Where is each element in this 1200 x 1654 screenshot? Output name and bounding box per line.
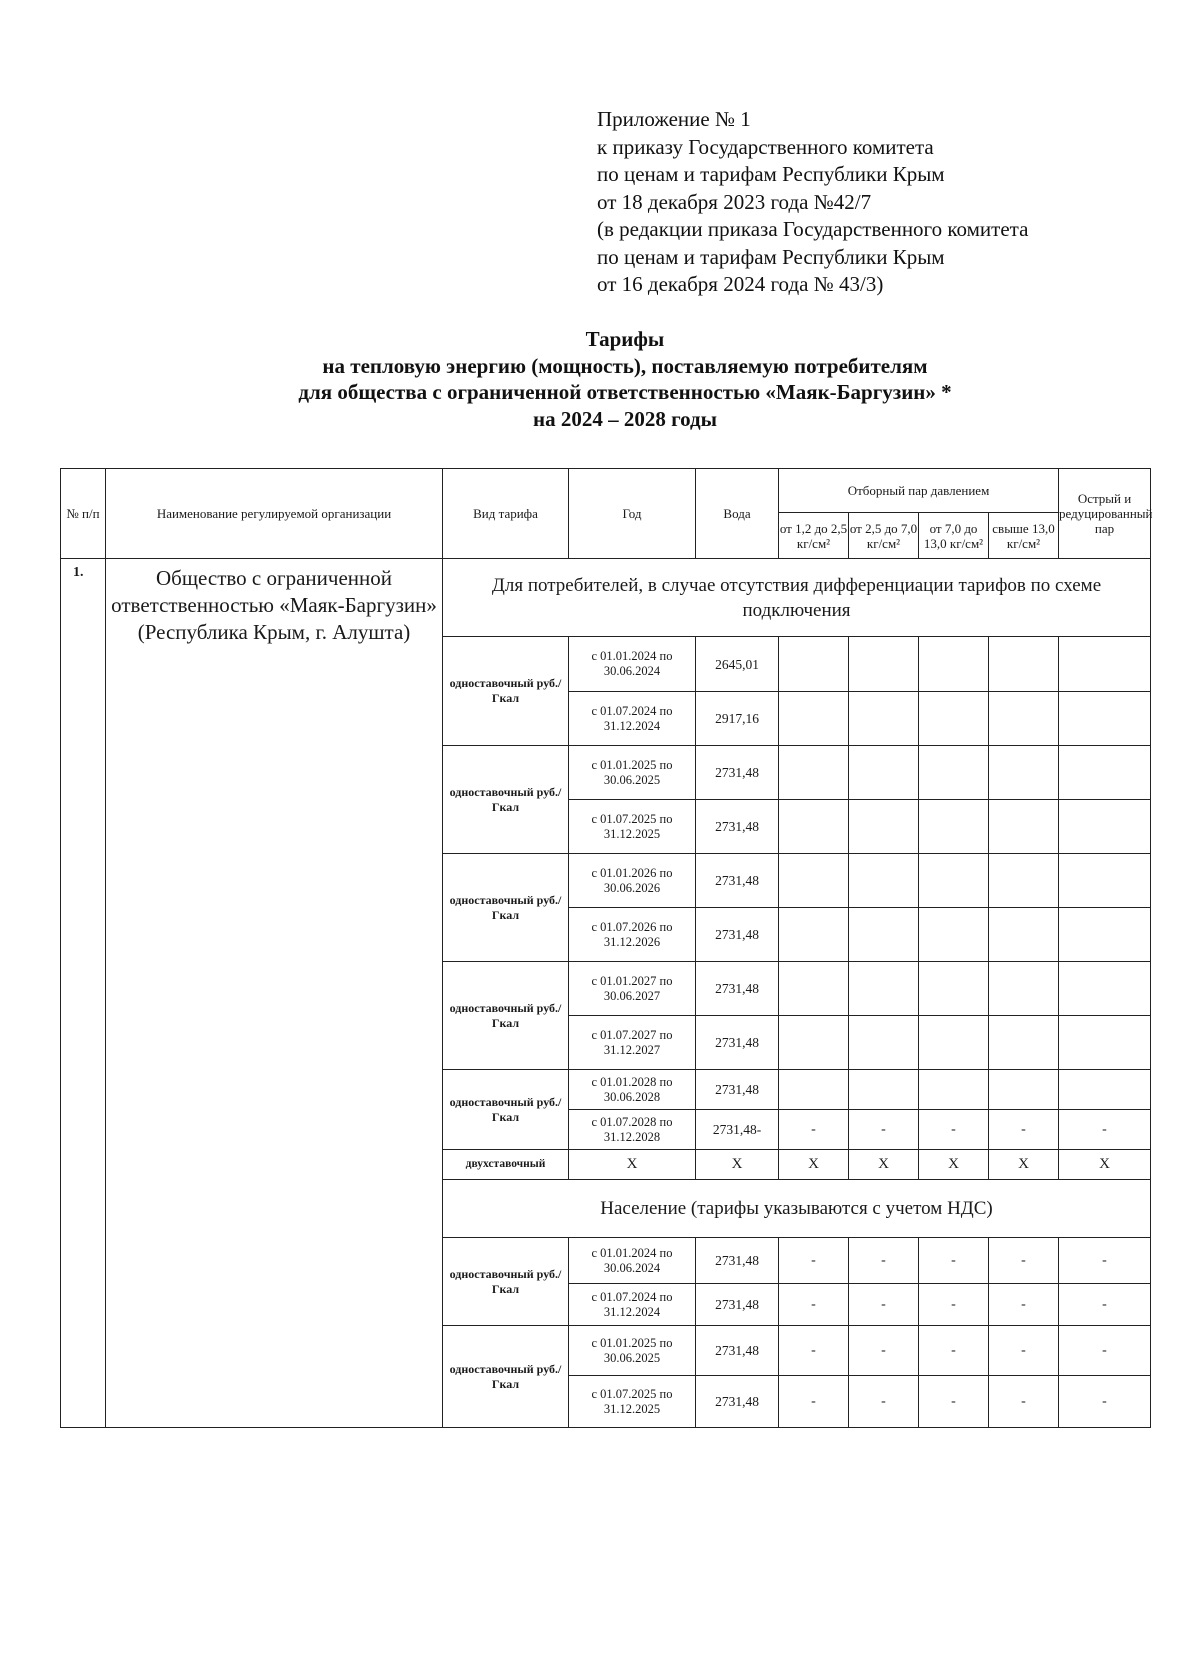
tariff-period: с 01.01.2025 по 30.06.2025 [569, 1326, 696, 1376]
appendix-line: от 16 декабря 2024 года № 43/3) [597, 272, 884, 296]
tariff-steam-value [989, 746, 1059, 800]
tariff-type: одноставочный руб./Гкал [443, 1238, 569, 1326]
tariff-type: одноставочный руб./Гкал [443, 637, 569, 746]
tariff-steam-value: - [919, 1238, 989, 1284]
tariff-steam-value [989, 1016, 1059, 1070]
tariff-steam-value: - [919, 1284, 989, 1326]
tariff-steam-value [1059, 637, 1151, 692]
tariff-steam-value: - [989, 1376, 1059, 1428]
tariff-steam-value: - [1059, 1238, 1151, 1284]
tariff-water-value: 2731,48 [696, 1070, 779, 1110]
tariff-steam-value [989, 962, 1059, 1016]
header-sharp-steam: Острый и редуцированный пар [1059, 469, 1151, 559]
title-line: Тарифы [585, 327, 665, 351]
tariff-steam-value [989, 800, 1059, 854]
tariff-steam-value [779, 637, 849, 692]
header-steam-col: свыше 13,0 кг/см² [989, 513, 1059, 559]
tariff-period: с 01.07.2024 по 31.12.2024 [569, 692, 696, 746]
tariff-steam-value: - [989, 1110, 1059, 1150]
tariff-steam-value: - [849, 1326, 919, 1376]
tariff-steam-value [849, 746, 919, 800]
tariff-water-value: 2731,48 [696, 962, 779, 1016]
tariff-steam-value: - [1059, 1284, 1151, 1326]
appendix-line: по ценам и тарифам Республики Крым [597, 244, 945, 269]
tariff-steam-value [779, 908, 849, 962]
tariff-type: одноставочный руб./Гкал [443, 962, 569, 1070]
header-steam-group: Отборный пар давлением [779, 469, 1059, 513]
tariff-steam-value [1059, 692, 1151, 746]
tariff-water-value: 2917,16 [696, 692, 779, 746]
not-applicable-mark: X [779, 1150, 849, 1180]
tariff-water-value: 2645,01 [696, 637, 779, 692]
header-num: № п/п [61, 469, 106, 559]
tariff-steam-value [849, 1016, 919, 1070]
tariff-steam-value [779, 1070, 849, 1110]
tariff-steam-value: - [779, 1238, 849, 1284]
tariff-period: с 01.01.2026 по 30.06.2026 [569, 854, 696, 908]
tariff-steam-value [1059, 800, 1151, 854]
tariff-steam-value [779, 962, 849, 1016]
tariff-steam-value [919, 962, 989, 1016]
tariff-steam-value [989, 908, 1059, 962]
tariff-steam-value: - [779, 1326, 849, 1376]
appendix-line: по ценам и тарифам Республики Крым [597, 162, 945, 186]
not-applicable-mark: X [1059, 1150, 1151, 1180]
tariff-period: с 01.07.2027 по 31.12.2027 [569, 1016, 696, 1070]
appendix-line: Приложение № 1 [597, 107, 751, 131]
section-title-row [61, 559, 1151, 637]
tariff-type: двухставочный [443, 1150, 569, 1180]
tariff-period: с 01.01.2025 по 30.06.2025 [569, 746, 696, 800]
tariff-steam-value [919, 692, 989, 746]
tariff-steam-value [779, 800, 849, 854]
tariff-steam-value: - [779, 1284, 849, 1326]
tariff-steam-value: - [849, 1376, 919, 1428]
tariff-steam-value [919, 1016, 989, 1070]
tariff-steam-value [1059, 908, 1151, 962]
tariff-steam-value [919, 1070, 989, 1110]
appendix-line: к приказу Государственного комитета [597, 134, 934, 159]
tariff-period: с 01.07.2025 по 31.12.2025 [569, 800, 696, 854]
tariff-steam-value [1059, 962, 1151, 1016]
tariff-steam-value [919, 637, 989, 692]
header-org: Наименование регулируемой организации [106, 469, 443, 559]
tariff-steam-value: - [919, 1376, 989, 1428]
tariff-steam-value: - [989, 1238, 1059, 1284]
tariff-steam-value [919, 800, 989, 854]
section-title: Для потребителей, в случае отсутствия дифференциации тарифов по схеме подключения [443, 559, 1151, 637]
header-steam-col: от 1,2 до 2,5 кг/см² [779, 513, 849, 559]
tariff-steam-value: - [989, 1326, 1059, 1376]
tariff-steam-value [1059, 746, 1151, 800]
tariff-steam-value [1059, 854, 1151, 908]
appendix-line: от 18 декабря 2023 года №42/7 [597, 189, 872, 214]
tariff-water-value: 2731,48 [696, 1016, 779, 1070]
appendix-header [597, 106, 1028, 299]
header-row [61, 469, 1151, 513]
tariff-steam-value: - [919, 1326, 989, 1376]
tariff-water-value: 2731,48 [696, 854, 779, 908]
tariff-water-value: 2731,48 [696, 1238, 779, 1284]
tariff-steam-value [779, 692, 849, 746]
tariff-period: с 01.01.2024 по 30.06.2024 [569, 1238, 696, 1284]
not-applicable-mark: X [989, 1150, 1059, 1180]
header-year: Год [569, 469, 696, 559]
header-steam-col: от 2,5 до 7,0 кг/см² [849, 513, 919, 559]
tariff-steam-value [919, 854, 989, 908]
tariff-steam-value [849, 854, 919, 908]
not-applicable-mark: X [696, 1150, 779, 1180]
tariff-type: одноставочный руб./Гкал [443, 1326, 569, 1428]
tariff-steam-value [989, 637, 1059, 692]
tariff-steam-value: - [1059, 1326, 1151, 1376]
tariff-steam-value [1059, 1070, 1151, 1110]
tariff-steam-value [989, 692, 1059, 746]
tariff-steam-value: - [919, 1110, 989, 1150]
tariff-steam-value [919, 746, 989, 800]
tariff-steam-value [849, 908, 919, 962]
appendix-line: (в редакции приказа Государственного комитета [597, 217, 1029, 241]
tariff-steam-value: - [779, 1376, 849, 1428]
tariff-type: одноставочный руб./Гкал [443, 746, 569, 854]
title-line: на тепловую энергию (мощность), поставляемую потребителям [322, 353, 928, 378]
tariff-period: с 01.07.2026 по 31.12.2026 [569, 908, 696, 962]
tariffs-table [60, 468, 1151, 1428]
tariff-water-value: 2731,48 [696, 746, 779, 800]
tariff-steam-value [779, 746, 849, 800]
row-number: 1. [61, 559, 106, 1428]
tariff-water-value: 2731,48 [696, 1326, 779, 1376]
tariff-steam-value [849, 692, 919, 746]
tariff-type: одноставочный руб./Гкал [443, 1070, 569, 1150]
tariff-steam-value: - [1059, 1110, 1151, 1150]
header-tariff-type: Вид тарифа [443, 469, 569, 559]
tariff-period: с 01.01.2028 по 30.06.2028 [569, 1070, 696, 1110]
tariff-water-value: 2731,48 [696, 908, 779, 962]
tariff-water-value: 2731,48 [696, 1284, 779, 1326]
tariff-steam-value: - [989, 1284, 1059, 1326]
tariff-water-value: 2731,48 [696, 800, 779, 854]
tariff-steam-value: - [849, 1110, 919, 1150]
tariff-type: одноставочный руб./Гкал [443, 854, 569, 962]
tariff-water-value: 2731,48- [696, 1110, 779, 1150]
tariff-steam-value [779, 1016, 849, 1070]
document-title [0, 326, 1200, 432]
tariff-steam-value [919, 908, 989, 962]
section-title: Население (тарифы указываются с учетом НДС) [443, 1180, 1151, 1238]
tariff-steam-value: - [1059, 1376, 1151, 1428]
tariff-steam-value [1059, 1016, 1151, 1070]
tariff-steam-value [849, 1070, 919, 1110]
not-applicable-mark: X [569, 1150, 696, 1180]
tariff-period: с 01.07.2024 по 31.12.2024 [569, 1284, 696, 1326]
tariff-steam-value [779, 854, 849, 908]
not-applicable-mark: X [919, 1150, 989, 1180]
tariff-steam-value [989, 1070, 1059, 1110]
tariff-steam-value [989, 854, 1059, 908]
title-line: для общества с ограниченной ответственностью «Маяк-Баргузин» * [298, 380, 952, 404]
tariff-steam-value: - [849, 1238, 919, 1284]
tariff-period: с 01.01.2024 по 30.06.2024 [569, 637, 696, 692]
header-water: Вода [696, 469, 779, 559]
tariff-steam-value [849, 637, 919, 692]
tariff-period: с 01.07.2028 по 31.12.2028 [569, 1110, 696, 1150]
tariff-steam-value: - [849, 1284, 919, 1326]
tariff-steam-value [849, 962, 919, 1016]
tariff-period: с 01.01.2027 по 30.06.2027 [569, 962, 696, 1016]
tariff-steam-value [849, 800, 919, 854]
tariff-steam-value: - [779, 1110, 849, 1150]
organization-name: Общество с ограниченной ответственностью «Маяк-Баргузин» (Республика Крым, г. Алушта) [106, 559, 443, 1428]
header-steam-col: от 7,0 до 13,0 кг/см² [919, 513, 989, 559]
tariff-water-value: 2731,48 [696, 1376, 779, 1428]
tariff-period: с 01.07.2025 по 31.12.2025 [569, 1376, 696, 1428]
not-applicable-mark: X [849, 1150, 919, 1180]
title-line: на 2024 – 2028 годы [532, 406, 718, 431]
